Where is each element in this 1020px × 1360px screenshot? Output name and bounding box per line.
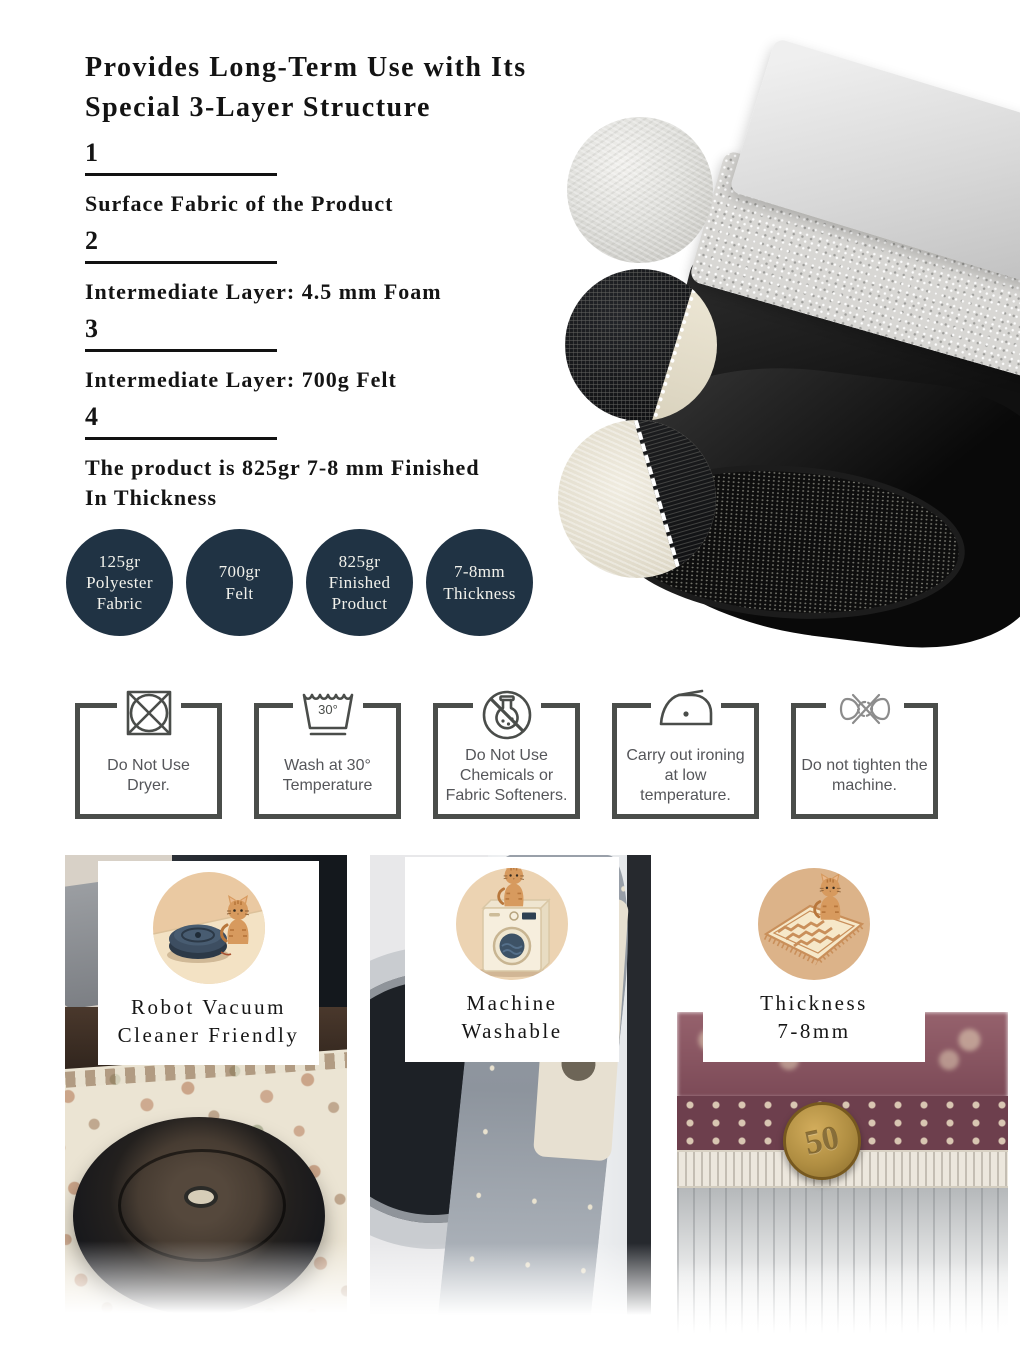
spec-badge-row: [66, 529, 533, 636]
badge-finished-product: [306, 529, 413, 636]
svg-text:30°: 30°: [317, 702, 338, 717]
feature-label-line2: 7-8mm: [777, 1019, 851, 1044]
feature-card-machine-washable: [405, 857, 619, 1062]
coin-value: 50: [801, 1118, 843, 1163]
care-text: Do Not Use Dryer.: [107, 756, 190, 794]
badge-line: 700gr: [218, 562, 261, 582]
photo-robot-vacuum: [73, 1117, 325, 1313]
washing-machine-with-cat-illustration: [456, 868, 568, 980]
step-number: 1: [85, 138, 99, 167]
badge-line: Polyester: [86, 572, 153, 592]
badge-line: Finished: [328, 572, 391, 592]
badge-line: Product: [331, 594, 388, 614]
care-box-no-dryer: [75, 703, 222, 819]
care-instruction-row: [75, 703, 938, 819]
step-label: Surface Fabric of the Product: [85, 191, 394, 216]
step-label: Intermediate Layer: 700g Felt: [85, 367, 397, 392]
feature-label: [98, 993, 319, 1050]
badge-polyester-fabric: [66, 529, 173, 636]
feature-label: [703, 989, 925, 1046]
feature-card-thickness: [703, 857, 925, 1062]
badge-line: Fabric: [96, 594, 143, 614]
feature-section: [0, 855, 1020, 1360]
feature-label-line2: Washable: [461, 1019, 563, 1044]
step-divider: [85, 437, 277, 440]
feature-label-line1: Robot Vacuum: [130, 995, 287, 1019]
page-title-line2: Special 3-Layer Structure: [85, 91, 431, 123]
robot-vacuum-button: [184, 1186, 218, 1208]
iron-low-icon: [651, 688, 721, 732]
badge-line: 125gr: [98, 551, 141, 571]
no-dryer-icon: [117, 688, 181, 738]
step-label: Intermediate Layer: 4.5 mm Foam: [85, 279, 442, 304]
badge-felt: [186, 529, 293, 636]
page-title: [85, 48, 665, 128]
care-text: Do Not Use Chemicals or Fabric Softeners.: [445, 746, 568, 804]
surface-fabric-texture-photo: [567, 117, 713, 263]
robot-vacuum-with-cat-illustration: [153, 872, 265, 984]
step-divider: [85, 261, 277, 264]
photo-wood-floor: [677, 1188, 1008, 1334]
step-label: The product is 825gr 7-8 mm Finished In Thickness: [85, 455, 480, 510]
badge-line: 7-8mm: [453, 562, 506, 582]
no-chemicals-icon: [473, 688, 541, 742]
layer-step-2: [85, 226, 665, 307]
care-text: Wash at 30° Temperature: [282, 756, 373, 794]
no-wring-icon: [826, 688, 904, 730]
page-title-line1: Provides Long-Term Use with Its: [85, 52, 527, 83]
badge-line: Thickness: [443, 583, 516, 603]
care-text: Do not tighten the machine.: [801, 756, 928, 794]
step-number: 4: [85, 402, 99, 431]
step-number: 3: [85, 314, 99, 343]
wash-temperature-icon: [293, 688, 363, 740]
care-box-no-chemicals: [433, 703, 580, 819]
mesh-backing-texture-photo: [565, 269, 717, 421]
feature-label: [405, 989, 619, 1046]
care-text: Carry out ironing at low temperature.: [626, 746, 745, 804]
feature-label-line2: Cleaner Friendly: [117, 1023, 300, 1048]
badge-line: Felt: [225, 583, 254, 603]
care-box-no-wring: [791, 703, 938, 819]
badge-thickness: [426, 529, 533, 636]
care-box-iron-low: [612, 703, 759, 819]
step-divider: [85, 173, 277, 176]
care-box-wash-30: [254, 703, 401, 819]
step-number: 2: [85, 226, 99, 255]
folded-edge-texture-photo: [558, 420, 716, 578]
step-divider: [85, 349, 277, 352]
coin: [783, 1102, 861, 1180]
feature-label-line1: Thickness: [760, 991, 868, 1015]
feature-label-line1: Machine: [466, 991, 558, 1015]
photo-machine-edge: [627, 855, 651, 1315]
feature-card-robot-vacuum: [98, 861, 319, 1065]
badge-line: 825gr: [338, 551, 381, 571]
rug-with-cat-illustration: [758, 868, 870, 980]
